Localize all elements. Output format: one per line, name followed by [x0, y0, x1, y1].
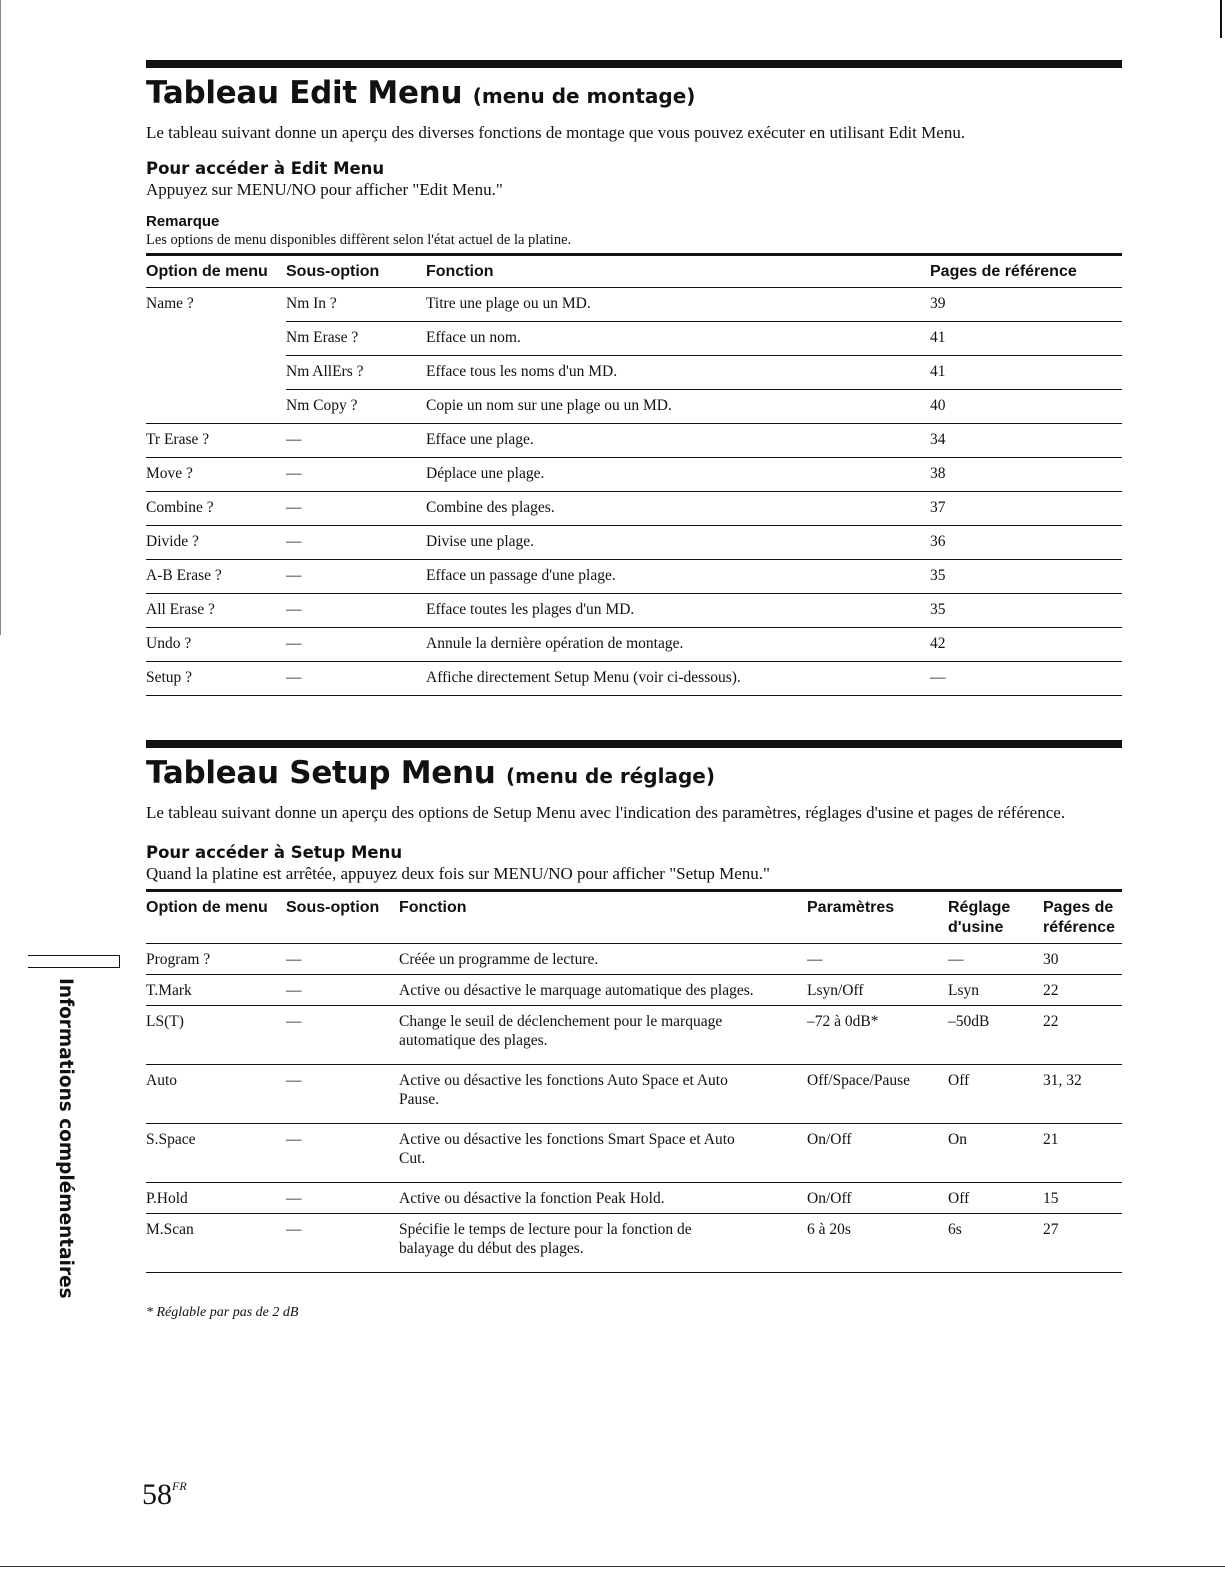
cell-pages: 38 — [930, 458, 1122, 492]
cell-pages: 42 — [930, 628, 1122, 662]
page-edge-line — [0, 0, 1, 635]
cell-option: A-B Erase ? — [146, 560, 286, 594]
setup-table-header — [146, 891, 1122, 944]
page-number-suffix: FR — [172, 1479, 187, 1493]
setup-access-heading: Pour accéder à Setup Menu — [146, 843, 403, 862]
cell-option: Undo ? — [146, 628, 286, 662]
cell-params: –72 à 0dB* — [807, 1006, 948, 1065]
cell-params: Off/Space/Pause — [807, 1065, 948, 1124]
table-row — [146, 662, 1122, 696]
cell-pages: 21 — [1043, 1124, 1122, 1183]
cell-function: Active ou désactive les fonctions Auto Space et Auto Pause. — [399, 1065, 807, 1124]
cell-suboption: — — [286, 975, 399, 1006]
cell-pages: 31, 32 — [1043, 1065, 1122, 1124]
cell-function: Active ou désactive la fonction Peak Hold. — [399, 1183, 807, 1214]
cell-params: Lsyn/Off — [807, 975, 948, 1006]
cell-factory: On — [948, 1124, 1043, 1183]
cell-suboption: — — [286, 1183, 399, 1214]
table-row — [146, 458, 1122, 492]
edit-access-heading: Pour accéder à Edit Menu — [146, 159, 385, 178]
edit-section-title — [146, 74, 1122, 115]
setup-title-sub: (menu de réglage) — [506, 764, 715, 788]
cell-function: Efface un nom. — [426, 322, 930, 356]
cell-factory: 6s — [948, 1214, 1043, 1273]
cell-pages: 27 — [1043, 1214, 1122, 1273]
cell-function: Copie un nom sur une plage ou un MD. — [426, 390, 930, 424]
table-row — [146, 1124, 1122, 1183]
cell-pages: 40 — [930, 390, 1122, 424]
table-row — [146, 322, 1122, 356]
edit-note-text: Les options de menu disponibles diffèrent selon l'état actuel de la platine. — [146, 232, 572, 248]
side-tab-line — [28, 955, 120, 956]
cell-pages: 35 — [930, 594, 1122, 628]
cell-pages: 35 — [930, 560, 1122, 594]
cell-suboption: — — [286, 628, 426, 662]
cell-function: Déplace une plage. — [426, 458, 930, 492]
cell-suboption: — — [286, 1006, 399, 1065]
table-row — [146, 1065, 1122, 1124]
table-row — [146, 356, 1122, 390]
table-row — [146, 975, 1122, 1006]
cell-pages: 36 — [930, 526, 1122, 560]
table-row — [146, 526, 1122, 560]
cell-function: Affiche directement Setup Menu (voir ci-dessous). — [426, 662, 930, 696]
cell-suboption: — — [286, 1124, 399, 1183]
side-section-label: Informations complémentaires — [55, 978, 76, 1299]
cell-option: Setup ? — [146, 662, 286, 696]
cell-suboption: — — [286, 492, 426, 526]
cell-pages: 41 — [930, 322, 1122, 356]
section-rule-edit — [146, 60, 1122, 68]
cell-params: On/Off — [807, 1124, 948, 1183]
cell-option: Tr Erase ? — [146, 424, 286, 458]
cell-option: S.Space — [146, 1124, 286, 1183]
edit-note-heading: Remarque — [146, 213, 220, 230]
cell-option: Auto — [146, 1065, 286, 1124]
cell-function: Efface toutes les plages d'un MD. — [426, 594, 930, 628]
section-rule-setup — [146, 740, 1122, 748]
cell-suboption: — — [286, 1065, 399, 1124]
edit-intro: Le tableau suivant donne un aperçu des diverses fonctions de montage que vous pouvez exécuter en utilisant Edit Menu. — [146, 123, 966, 142]
page-number-value: 58 — [142, 1478, 172, 1511]
cell-option — [146, 322, 286, 356]
cell-function: Active ou désactive les fonctions Smart Space et Auto Cut. — [399, 1124, 807, 1183]
cell-option: Move ? — [146, 458, 286, 492]
setup-menu-table — [146, 889, 1122, 1273]
edit-col-option: Option de menu — [146, 255, 286, 288]
table-row — [146, 1006, 1122, 1065]
cell-factory: Off — [948, 1065, 1043, 1124]
cell-function: Active ou désactive le marquage automatique des plages. — [399, 975, 807, 1006]
cell-pages: 22 — [1043, 975, 1122, 1006]
table-row — [146, 424, 1122, 458]
edit-col-pages: Pages de référence — [930, 255, 1122, 288]
page-content — [146, 0, 1122, 1273]
table-row — [146, 944, 1122, 975]
cell-suboption: — — [286, 594, 426, 628]
cell-suboption: — — [286, 458, 426, 492]
setup-section-title — [146, 754, 1122, 795]
edit-access-text: Appuyez sur MENU/NO pour afficher "Edit Menu." — [146, 180, 503, 199]
edit-col-function: Fonction — [426, 255, 930, 288]
setup-col-option: Option de menu — [146, 891, 286, 944]
cell-suboption: Nm Erase ? — [286, 322, 426, 356]
bottom-edge-line — [0, 1566, 1225, 1567]
edit-table-header — [146, 255, 1122, 288]
cell-factory: Off — [948, 1183, 1043, 1214]
cell-pages: 34 — [930, 424, 1122, 458]
table-row — [146, 390, 1122, 424]
cell-option: Combine ? — [146, 492, 286, 526]
cell-suboption: Nm In ? — [286, 288, 426, 322]
cell-option — [146, 390, 286, 424]
setup-col-factory: Réglage d'usine — [948, 891, 1043, 944]
cell-suboption: Nm AllErs ? — [286, 356, 426, 390]
cell-factory: — — [948, 944, 1043, 975]
cell-function: Divise une plage. — [426, 526, 930, 560]
footnote: * Réglable par pas de 2 dB — [146, 1305, 299, 1320]
setup-intro: Le tableau suivant donne un aperçu des options de Setup Menu avec l'indication des paramètres, réglages d'usine et pages de référence. — [146, 803, 1066, 822]
cell-option: P.Hold — [146, 1183, 286, 1214]
cell-option: LS(T) — [146, 1006, 286, 1065]
cell-function: Spécifie le temps de lecture pour la fonction de balayage du début des plages. — [399, 1214, 807, 1273]
table-row — [146, 1214, 1122, 1273]
cell-function: Créée un programme de lecture. — [399, 944, 807, 975]
cell-pages: 15 — [1043, 1183, 1122, 1214]
side-tab-line — [119, 955, 120, 968]
cell-option: Program ? — [146, 944, 286, 975]
cell-pages: 22 — [1043, 1006, 1122, 1065]
table-row — [146, 288, 1122, 322]
edit-menu-table — [146, 253, 1122, 696]
cell-option: Divide ? — [146, 526, 286, 560]
setup-col-suboption: Sous-option — [286, 891, 399, 944]
cell-pages: — — [930, 662, 1122, 696]
setup-title-main: Tableau Setup Menu — [146, 755, 496, 791]
cell-suboption: — — [286, 1214, 399, 1273]
table-row — [146, 1183, 1122, 1214]
cell-option: Name ? — [146, 295, 194, 312]
setup-col-pages: Pages de référence — [1043, 891, 1122, 944]
cell-function: Titre une plage ou un MD. — [426, 288, 930, 322]
cell-suboption: — — [286, 560, 426, 594]
cell-option: T.Mark — [146, 975, 286, 1006]
cell-pages: 37 — [930, 492, 1122, 526]
cell-option: All Erase ? — [146, 594, 286, 628]
table-row — [146, 492, 1122, 526]
cell-params: — — [807, 944, 948, 975]
cell-params: 6 à 20s — [807, 1214, 948, 1273]
edit-title-main: Tableau Edit Menu — [146, 75, 463, 111]
page-number — [142, 1478, 187, 1512]
cell-function: Annule la dernière opération de montage. — [426, 628, 930, 662]
table-row — [146, 594, 1122, 628]
cell-suboption: — — [286, 662, 426, 696]
cell-suboption: — — [286, 424, 426, 458]
cell-factory: –50dB — [948, 1006, 1043, 1065]
cell-function: Combine des plages. — [426, 492, 930, 526]
cell-pages: 39 — [930, 288, 1122, 322]
setup-col-function: Fonction — [399, 891, 807, 944]
cell-option — [146, 356, 286, 390]
cell-function: Efface une plage. — [426, 424, 930, 458]
cell-suboption: Nm Copy ? — [286, 390, 426, 424]
cell-function: Efface tous les noms d'un MD. — [426, 356, 930, 390]
cell-pages: 41 — [930, 356, 1122, 390]
cell-function: Efface un passage d'une plage. — [426, 560, 930, 594]
cell-factory: Lsyn — [948, 975, 1043, 1006]
cell-function: Change le seuil de déclenchement pour le marquage automatique des plages. — [399, 1006, 807, 1065]
cell-suboption: — — [286, 944, 399, 975]
cell-pages: 30 — [1043, 944, 1122, 975]
side-tab-line — [28, 967, 120, 968]
setup-col-params: Paramètres — [807, 891, 948, 944]
setup-access-text: Quand la platine est arrêtée, appuyez deux fois sur MENU/NO pour afficher "Setup Menu." — [146, 864, 770, 883]
page-edge-mark — [1220, 0, 1222, 38]
cell-suboption: — — [286, 526, 426, 560]
cell-option: M.Scan — [146, 1214, 286, 1273]
table-row — [146, 560, 1122, 594]
table-row — [146, 628, 1122, 662]
edit-col-suboption: Sous-option — [286, 255, 426, 288]
edit-title-sub: (menu de montage) — [472, 84, 696, 108]
cell-params: On/Off — [807, 1183, 948, 1214]
